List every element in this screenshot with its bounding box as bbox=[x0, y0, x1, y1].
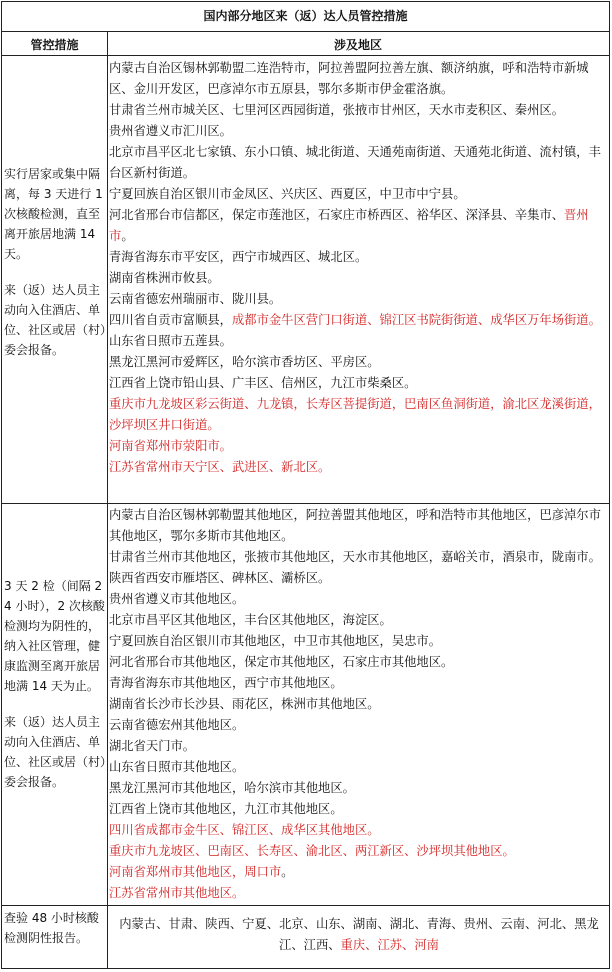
region-line bbox=[109, 505, 609, 547]
region-text: 。 bbox=[121, 229, 134, 243]
region-line bbox=[109, 331, 609, 352]
measure-cell-2 bbox=[4, 576, 106, 792]
region-line bbox=[109, 247, 609, 268]
region-line bbox=[109, 799, 609, 820]
region-text: 内蒙古、甘肃、陕西、宁夏、北京、山东、湖南、湖北、青海、贵州、云南、河北、黑龙江、江西、 bbox=[119, 917, 599, 952]
region-text: 河北省邢台市其他地区，保定市其他地区，石家庄市其他地区。 bbox=[109, 655, 454, 669]
region-text: 宁夏回族自治区银川市金凤区、兴庆区、西夏区，中卫市中宁县。 bbox=[109, 187, 466, 201]
region-line bbox=[109, 289, 609, 310]
region-text: 宁夏回族自治区银川市其他地区，中卫市其他地区，吴忠市。 bbox=[109, 634, 442, 648]
row-divider-2 bbox=[2, 905, 609, 906]
measure-paragraph: 来（返）达人员主动向入住酒店、单位、社区或居（村）委会报备。 bbox=[4, 283, 107, 357]
region-text: 河南省郑州市其他地区，周口市 bbox=[109, 865, 282, 879]
region-text: 成都市金牛区营门口街道、锦江区书院街街道、成华区万年场街道。 bbox=[231, 313, 601, 327]
region-line bbox=[109, 715, 609, 736]
region-text: 湖南省长沙市长沙县、雨花区，株洲市其他地区。 bbox=[109, 697, 380, 711]
table-title: 国内部分地区来（返）达人员管控措施 bbox=[203, 9, 408, 23]
region-line bbox=[109, 352, 609, 373]
region-line bbox=[109, 820, 609, 841]
region-text: 山东省日照市五莲县。 bbox=[109, 334, 232, 348]
measure-paragraph: 3 天 2 检（间隔 24 小时），2 次核酸检测均为阴性的，纳入社区管理，健康监测至离开旅居地满 14 天为止。 bbox=[4, 579, 105, 693]
region-text: 湖南省株洲市攸县。 bbox=[109, 271, 220, 285]
measure-paragraph: 实行居家或集中隔离，每 3 天进行 1 次核酸检测，直至离开旅居地满 14 天。 bbox=[4, 167, 103, 261]
region-text: 重庆市九龙坡区、巴南区、长寿区、渝北区、两江新区、沙坪坝其他地区。 bbox=[109, 844, 515, 858]
control-measures-table bbox=[1, 1, 610, 969]
column-divider bbox=[107, 32, 108, 968]
region-line bbox=[109, 736, 609, 757]
measure-cell-1 bbox=[4, 164, 106, 360]
region-text: 。 bbox=[281, 865, 294, 879]
region-text: 四川省自贡市富顺县， bbox=[109, 313, 232, 327]
region-text: 重庆、江苏、河南 bbox=[340, 938, 439, 952]
measure-cell-3 bbox=[4, 908, 106, 948]
region-text: 江苏省常州市其他地区。 bbox=[109, 886, 245, 900]
region-text: 贵州省遵义市汇川区。 bbox=[109, 124, 232, 138]
region-text: 河北省邢台市信都区，保定市莲池区，石家庄市桥西区、裕华区、深泽县、辛集市、 bbox=[109, 208, 564, 222]
regions-cell-3 bbox=[109, 914, 609, 956]
region-line bbox=[109, 457, 609, 478]
region-text: 北京市昌平区北七家镇、东小口镇、城北街道、天通苑南街道、天通苑北街道、流村镇，丰台区新村街道。 bbox=[109, 145, 601, 180]
region-line bbox=[109, 652, 609, 673]
region-text: 重庆市九龙坡区彩云街道、九龙镇，长寿区菩提街道，巴南区鱼洞街道，渝北区龙溪街道，沙坪坝区井口街道。 bbox=[109, 397, 601, 432]
region-line bbox=[109, 142, 609, 184]
region-line bbox=[109, 631, 609, 652]
title-divider bbox=[2, 31, 609, 32]
region-line bbox=[109, 100, 609, 121]
region-text: 山东省日照市其他地区。 bbox=[109, 760, 245, 774]
region-text: 湖北省天门市。 bbox=[109, 739, 196, 753]
region-line bbox=[109, 694, 609, 715]
region-text: 北京市昌平区其他地区，丰台区其他地区，海淀区。 bbox=[109, 613, 392, 627]
paragraph-gap bbox=[4, 696, 106, 712]
region-line bbox=[109, 914, 609, 956]
measure-paragraph: 来（返）达人员主动向入住酒店、单位、社区或居（村）委会报备。 bbox=[4, 715, 107, 789]
region-line bbox=[109, 862, 609, 883]
region-text: 陕西省西安市雁塔区、碑林区、灞桥区。 bbox=[109, 571, 331, 585]
measure-paragraph: 查验 48 小时核酸检测阴性报告。 bbox=[4, 911, 99, 945]
region-text: 江西省上饶市铅山县、广丰区、信州区，九江市柴桑区。 bbox=[109, 376, 417, 390]
region-text: 云南省德宏州其他地区。 bbox=[109, 718, 245, 732]
region-text: 甘肃省兰州市城关区、七里河区西园街道，张掖市甘州区，天水市麦积区、秦州区。 bbox=[109, 103, 564, 117]
header-measure: 管控措施 bbox=[30, 38, 79, 52]
region-text: 青海省海东市平安区，西宁市城西区、城北区。 bbox=[109, 250, 368, 264]
region-line bbox=[109, 589, 609, 610]
region-line bbox=[109, 436, 609, 457]
region-line bbox=[109, 268, 609, 289]
regions-cell-1 bbox=[109, 58, 609, 478]
region-line bbox=[109, 310, 609, 331]
header-divider bbox=[2, 55, 609, 56]
region-line bbox=[109, 121, 609, 142]
region-text: 黑龙江黑河市其他地区，哈尔滨市其他地区。 bbox=[109, 781, 355, 795]
region-line bbox=[109, 610, 609, 631]
row-divider-1 bbox=[2, 503, 609, 504]
region-line bbox=[109, 547, 609, 568]
region-text: 贵州省遵义市其他地区。 bbox=[109, 592, 245, 606]
region-text: 江西省上饶市其他地区，九江市其他地区。 bbox=[109, 802, 343, 816]
region-line bbox=[109, 883, 609, 904]
region-text: 内蒙古自治区锡林郭勒盟其他地区，阿拉善盟其他地区，呼和浩特市其他地区，巴彦淖尔市其他地区，鄂尔多斯市其他地区。 bbox=[109, 508, 601, 543]
region-line bbox=[109, 673, 609, 694]
region-line bbox=[109, 841, 609, 862]
region-line bbox=[109, 184, 609, 205]
region-text: 四川省成都市金牛区、锦江区、成华区其他地区。 bbox=[109, 823, 380, 837]
region-line bbox=[109, 58, 609, 100]
region-line bbox=[109, 778, 609, 799]
region-text: 晋州市 bbox=[109, 208, 589, 243]
region-text: 内蒙古自治区锡林郭勒盟二连浩特市，阿拉善盟阿拉善左旗、额济纳旗，呼和浩特市新城区、金川开发区，巴彦淖尔市五原县，鄂尔多斯市伊金霍洛旗。 bbox=[109, 61, 589, 96]
paragraph-gap bbox=[4, 264, 106, 280]
region-text: 青海省海东市其他地区，西宁市其他地区。 bbox=[109, 676, 343, 690]
region-text: 河南省郑州市荥阳市。 bbox=[109, 439, 232, 453]
regions-cell-2 bbox=[109, 505, 609, 904]
region-text: 云南省德宏州瑞丽市、陇川县。 bbox=[109, 292, 282, 306]
region-line bbox=[109, 757, 609, 778]
region-line bbox=[109, 373, 609, 394]
region-line bbox=[109, 568, 609, 589]
region-text: 江苏省常州市天宁区、武进区、新北区。 bbox=[109, 460, 331, 474]
header-regions: 涉及地区 bbox=[333, 38, 382, 52]
region-text: 黑龙江黑河市爱辉区，哈尔滨市香坊区、平房区。 bbox=[109, 355, 380, 369]
region-line bbox=[109, 205, 609, 247]
region-line bbox=[109, 394, 609, 436]
region-text: 甘肃省兰州市其他地区，张掖市其他地区，天水市其他地区，嘉峪关市，酒泉市，陇南市。 bbox=[109, 550, 601, 564]
